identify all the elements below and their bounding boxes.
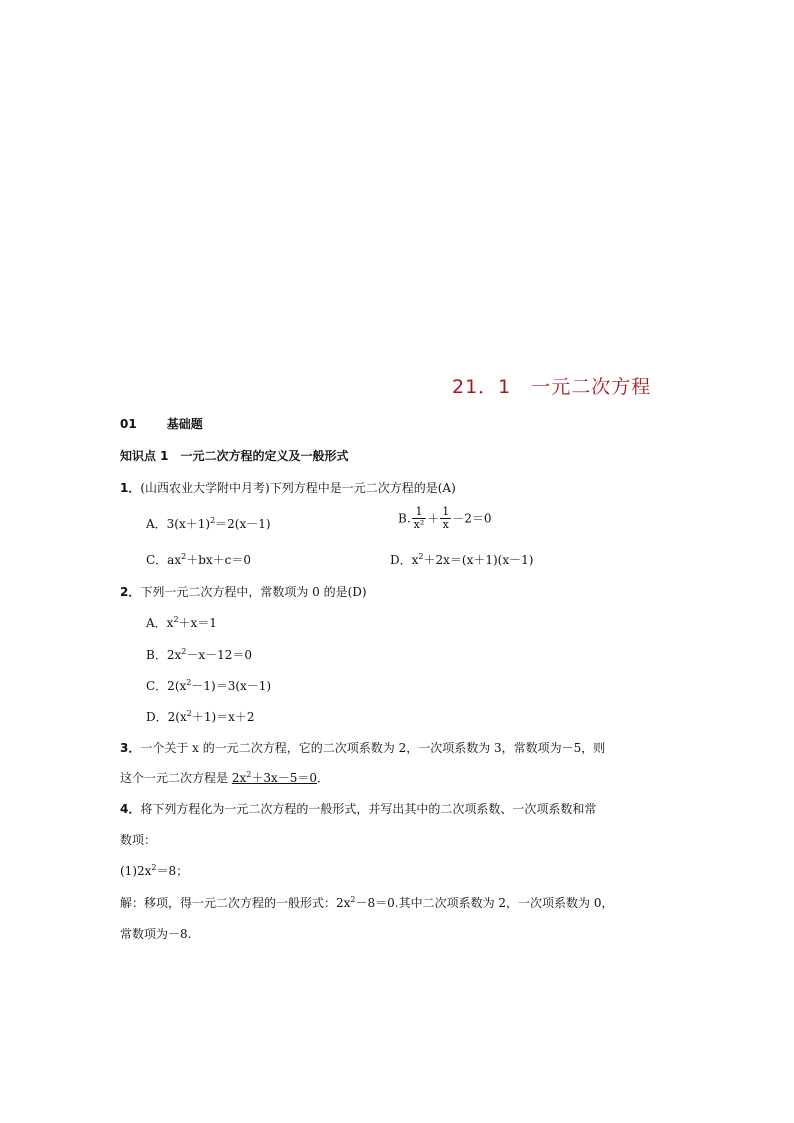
q2-option-c: C．$2(x^2-1)=3(x-1)$ bbox=[146, 678, 272, 693]
question-3-line-1: 3．一个关于 x 的一元二次方程，它的二次项系数为 2，一次项系数为 3，常数项为－5，则 bbox=[120, 741, 606, 755]
question-text: 下列一元二次方程中，常数项为 0 的是(D) bbox=[140, 585, 367, 599]
q2-option-a: A．$x^2+x=1$ bbox=[146, 615, 217, 630]
fraction: $\frac{1}{x}$ bbox=[442, 505, 450, 531]
answer-blank: $2x^2+3x-5=0$ bbox=[231, 770, 318, 785]
question-number: 3． bbox=[120, 741, 141, 755]
q1-option-a: A．$3(x+1)^2=2(x-1)$ bbox=[146, 516, 271, 531]
page-title: 21．1 一元二次方程 bbox=[452, 376, 652, 398]
question-text: (山西农业大学附中月考)下列方程中是一元二次方程的是(A) bbox=[140, 481, 456, 495]
fraction: $\frac{1}{\text{x²}}$ bbox=[413, 505, 425, 531]
q2-option-b: B．$2x^2-x-12=0$ bbox=[146, 647, 253, 662]
question-4-line-1: 4．将下列方程化为一元二次方程的一般形式，并写出其中的二次项系数、一次项系数和常 bbox=[120, 802, 597, 816]
question-4-sub-1: $(1)2x^2=8$； bbox=[120, 863, 189, 878]
question-2-stem bbox=[120, 584, 367, 600]
solution-line-1: 解：移项，得一元二次方程的一般形式：$2x^2-8=0$.其中二次项系数为 2，一次项系数为 0， bbox=[120, 895, 614, 910]
question-4-line-2: 数项： bbox=[120, 833, 157, 847]
section-header bbox=[120, 416, 203, 432]
q1-option-d: D．$x^2+2x=(x+1)(x-1)$ bbox=[390, 552, 534, 567]
section-name: 基础题 bbox=[166, 417, 203, 431]
question-number: 4． bbox=[120, 802, 141, 816]
q2-option-d: D．$2(x^2+1)=x+2$ bbox=[146, 709, 255, 724]
q1-option-c: C．$ax^2+bx+c=0$ bbox=[146, 552, 252, 567]
solution-line-2: 常数项为－8. bbox=[120, 927, 192, 941]
question-3-line-2: 这个一元二次方程是 $2x^2+3x-5=0$． bbox=[120, 770, 330, 785]
q1-option-b: B. $\frac{1}{\text{x²}}$ ＋ $\frac{1}{x}$ －2＝0 bbox=[398, 505, 492, 531]
knowledge-point-heading: 知识点 1 一元二次方程的定义及一般形式 bbox=[120, 449, 349, 463]
question-number: 2． bbox=[120, 585, 141, 599]
section-number: 01 bbox=[120, 417, 137, 431]
question-1-stem bbox=[120, 480, 456, 496]
question-number: 1． bbox=[120, 481, 141, 495]
